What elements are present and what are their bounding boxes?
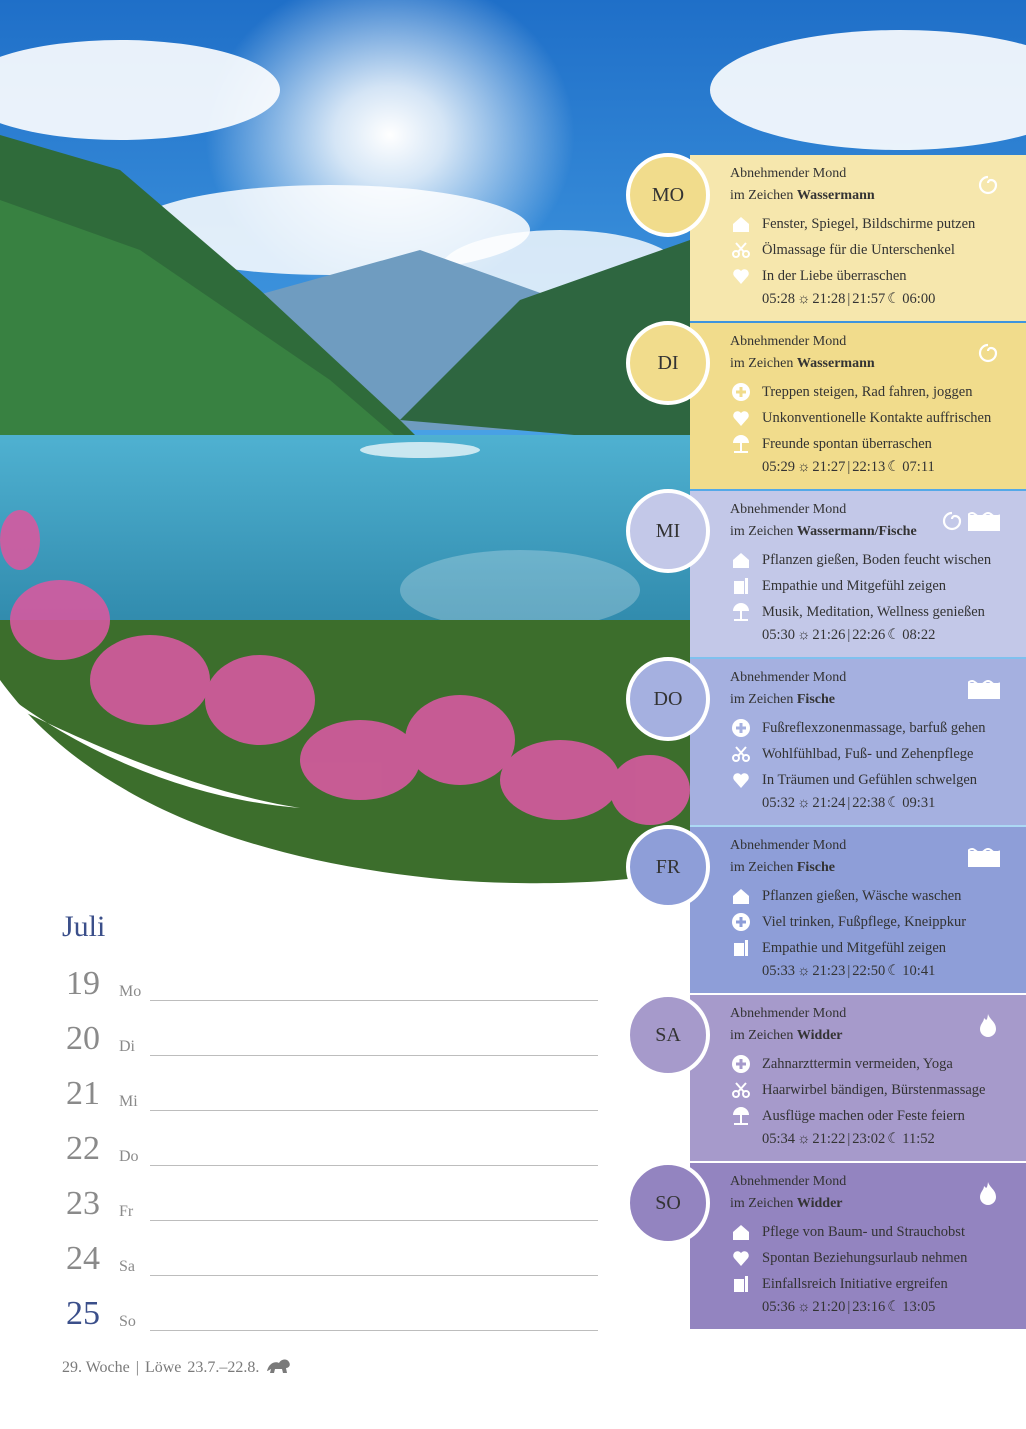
- moon-icon: ☾: [887, 627, 901, 643]
- house-icon: [730, 213, 752, 235]
- sign-prefix: im Zeichen: [730, 188, 797, 203]
- date-row[interactable]: 24 Sa: [62, 1230, 598, 1280]
- date-row[interactable]: 19 Mo: [62, 955, 598, 1005]
- activity-item: Unkonventionelle Kontakte auffrischen: [730, 405, 991, 431]
- scissors-icon: [730, 743, 752, 765]
- zodiac-label: Löwe: [144, 1358, 182, 1376]
- writing-line: [150, 1330, 598, 1331]
- activity-item: Viel trinken, Fußpflege, Kneippkur: [730, 909, 966, 935]
- zodiac-range: 23.7.–22.8.: [187, 1358, 260, 1376]
- day-circle-sa: SA: [626, 993, 710, 1077]
- writing-line: [150, 1000, 598, 1001]
- moon-phase: Abnehmender Mond: [730, 166, 847, 181]
- plus-cross-icon: [730, 717, 752, 739]
- activity-item: Haarwirbel bändigen, Bürstenmassage: [730, 1077, 985, 1103]
- month-title: Juli: [62, 910, 106, 943]
- activity-item: Pflanzen gießen, Wäsche waschen: [730, 883, 966, 909]
- date-row[interactable]: 23 Fr: [62, 1175, 598, 1225]
- sun-moon-times: 05:34 ☼ 21:22 | 23:02 ☾ 11:52: [762, 1131, 935, 1147]
- office-icon: [730, 1273, 752, 1295]
- scissors-icon: [730, 1079, 752, 1101]
- activity-item: Spontan Beziehungsurlaub nehmen: [730, 1245, 967, 1271]
- activity-item: Treppen steigen, Rad fahren, joggen: [730, 379, 991, 405]
- fire-sign-icon: [976, 1013, 1000, 1043]
- day-panel-sa: Abnehmender Mond im Zeichen Widder Zahnarzttermin vermeiden, Yoga Haarwirbel bändigen, Bürstenmassage Ausflüge machen oder Feste feiern 05:34 ☼ 21:22 | 23:02 ☾ 11:52: [690, 995, 1026, 1161]
- activity-item: Fußreflexzonenmassage, barfuß gehen: [730, 715, 985, 741]
- sun-moon-times: 05:29 ☼ 21:27 | 22:13 ☾ 07:11: [762, 459, 935, 475]
- writing-line: [150, 1055, 598, 1056]
- sun-moon-times: 05:36 ☼ 21:20 | 23:16 ☾ 13:05: [762, 1299, 936, 1315]
- day-panel-mo: [690, 155, 1026, 321]
- scissors-icon: [730, 239, 752, 261]
- lion-icon: [265, 1355, 293, 1380]
- umbrella-icon: [730, 601, 752, 623]
- heart-hand-icon: [730, 769, 752, 791]
- moon-icon: ☾: [887, 1131, 901, 1147]
- moon-phase: Abnehmender Mond: [730, 1174, 847, 1189]
- activity-item: Fenster, Spiegel, Bildschirme putzen: [730, 211, 975, 237]
- moon-icon: ☾: [887, 459, 901, 475]
- moon-phase: Abnehmender Mond: [730, 334, 847, 349]
- plus-cross-icon: [730, 381, 752, 403]
- sun-icon: ☼: [797, 627, 811, 643]
- day-circle-mi: MI: [626, 489, 710, 573]
- office-icon: [730, 575, 752, 597]
- moon-phase: Abnehmender Mond: [730, 670, 847, 685]
- day-circle-do: DO: [626, 657, 710, 741]
- day-circle-mo: MO: [626, 153, 710, 237]
- activity-item: Wohlfühlbad, Fuß- und Zehenpflege: [730, 741, 985, 767]
- heart-hand-icon: [730, 265, 752, 287]
- day-circle-so: SO: [626, 1161, 710, 1245]
- sun-icon: ☼: [797, 1299, 811, 1315]
- activity-item: Ausflüge machen oder Feste feiern: [730, 1103, 985, 1129]
- sign-name: Wassermann/Fische: [796, 524, 917, 539]
- moon-phase: Abnehmender Mond: [730, 838, 847, 853]
- day-panel-mi: Abnehmender Mond im Zeichen Wassermann/Fische Pflanzen gießen, Boden feucht wischen Empathie und Mitgefühl zeigen Musik, Meditation, Wellness genießen 05:30 ☼ 21:26 | 22:26 ☾ 08:22: [690, 491, 1026, 657]
- house-icon: [730, 1221, 752, 1243]
- day-panel-do: Abnehmender Mond im Zeichen Fische Fußreflexzonenmassage, barfuß gehen Wohlfühlbad, Fuß- und Zehenpflege In Träumen und Gefühlen schwelgen 05:32 ☼ 21:24 | 22:38 ☾ 09:31: [690, 659, 1026, 825]
- sun-moon-times: 05:33 ☼ 21:23 | 22:50 ☾ 10:41: [762, 963, 936, 979]
- footer: [62, 1355, 293, 1380]
- activity-item: Einfallsreich Initiative ergreifen: [730, 1271, 967, 1297]
- date-row[interactable]: 22 Do: [62, 1120, 598, 1170]
- sign-name: Fische: [796, 860, 835, 875]
- sign-name: Widder: [796, 1028, 843, 1043]
- plus-cross-icon: [730, 1053, 752, 1075]
- writing-line: [150, 1165, 598, 1166]
- week-label: 29. Woche: [62, 1358, 130, 1376]
- heart-hand-icon: [730, 407, 752, 429]
- plus-cross-icon: [730, 911, 752, 933]
- sun-icon: ☼: [797, 963, 811, 979]
- date-row[interactable]: 25 So: [62, 1285, 598, 1335]
- sign-name: Wassermann: [796, 188, 875, 203]
- day-panel-di: Abnehmender Mond im Zeichen Wassermann Treppen steigen, Rad fahren, joggen Unkonventionelle Kontakte auffrischen Freunde spontan überraschen 05:29 ☼ 21:27 | 22:13 ☾ 07:11: [690, 323, 1026, 489]
- moon-icon: ☾: [887, 291, 901, 307]
- moon-phase: Abnehmender Mond: [730, 502, 847, 517]
- air-sign-icon: [976, 341, 1000, 369]
- sun-moon-times: 05:32 ☼ 21:24 | 22:38 ☾ 09:31: [762, 795, 936, 811]
- sign-name: Widder: [796, 1196, 843, 1211]
- activity-item: Musik, Meditation, Wellness genießen: [730, 599, 991, 625]
- date-row[interactable]: 21 Mi: [62, 1065, 598, 1115]
- sun-icon: ☼: [797, 459, 811, 475]
- moon-icon: ☾: [887, 795, 901, 811]
- air-sign-icon: [976, 173, 1000, 201]
- umbrella-icon: [730, 1105, 752, 1127]
- writing-line: [150, 1220, 598, 1221]
- moon-phase: Abnehmender Mond: [730, 1006, 847, 1021]
- activity-item: Pflanzen gießen, Boden feucht wischen: [730, 547, 991, 573]
- office-icon: [730, 937, 752, 959]
- house-icon: [730, 885, 752, 907]
- air-water-sign-icon: [940, 509, 1000, 533]
- sun-moon-times: 05:30 ☼ 21:26 | 22:26 ☾ 08:22: [762, 627, 936, 643]
- day-circle-fr: FR: [626, 825, 710, 909]
- heart-hand-icon: [730, 1247, 752, 1269]
- activity-item: Empathie und Mitgefühl zeigen: [730, 573, 991, 599]
- writing-line: [150, 1110, 598, 1111]
- sign-name: Fische: [796, 692, 835, 707]
- sun-icon: ☼: [797, 1131, 811, 1147]
- activity-item: Zahnarzttermin vermeiden, Yoga: [730, 1051, 985, 1077]
- sign-name: Wassermann: [796, 356, 875, 371]
- activity-item: Empathie und Mitgefühl zeigen: [730, 935, 966, 961]
- activity-item: Pflege von Baum- und Strauchobst: [730, 1219, 967, 1245]
- activity-item: In Träumen und Gefühlen schwelgen: [730, 767, 985, 793]
- moon-icon: ☾: [887, 963, 901, 979]
- activity-item: Ölmassage für die Unterschenkel: [730, 237, 975, 263]
- separator: |: [135, 1358, 139, 1376]
- moon-icon: ☾: [887, 1299, 901, 1315]
- date-row[interactable]: 20 Di: [62, 1010, 598, 1060]
- sun-icon: ☼: [797, 291, 811, 307]
- writing-line: [150, 1275, 598, 1276]
- day-panel-so: Abnehmender Mond im Zeichen Widder Pflege von Baum- und Strauchobst Spontan Beziehungsurlaub nehmen Einfallsreich Initiative ergreifen 05:36 ☼ 21:20 | 23:16 ☾ 13:05: [690, 1163, 1026, 1329]
- day-circle-di: DI: [626, 321, 710, 405]
- umbrella-icon: [730, 433, 752, 455]
- activity-item: Freunde spontan überraschen: [730, 431, 991, 457]
- day-panel-fr: Abnehmender Mond im Zeichen Fische Pflanzen gießen, Wäsche waschen Viel trinken, Fußpflege, Kneippkur Empathie und Mitgefühl zeigen 05:33 ☼ 21:23 | 22:50 ☾ 10:41: [690, 827, 1026, 993]
- house-icon: [730, 549, 752, 571]
- water-sign-icon: [968, 845, 1000, 871]
- activity-item: In der Liebe überraschen: [730, 263, 975, 289]
- water-sign-icon: [968, 677, 1000, 703]
- fire-sign-icon: [976, 1181, 1000, 1211]
- sun-icon: ☼: [797, 795, 811, 811]
- sun-moon-times: 05:28 ☼ 21:28 | 21:57 ☾ 06:00: [762, 291, 936, 307]
